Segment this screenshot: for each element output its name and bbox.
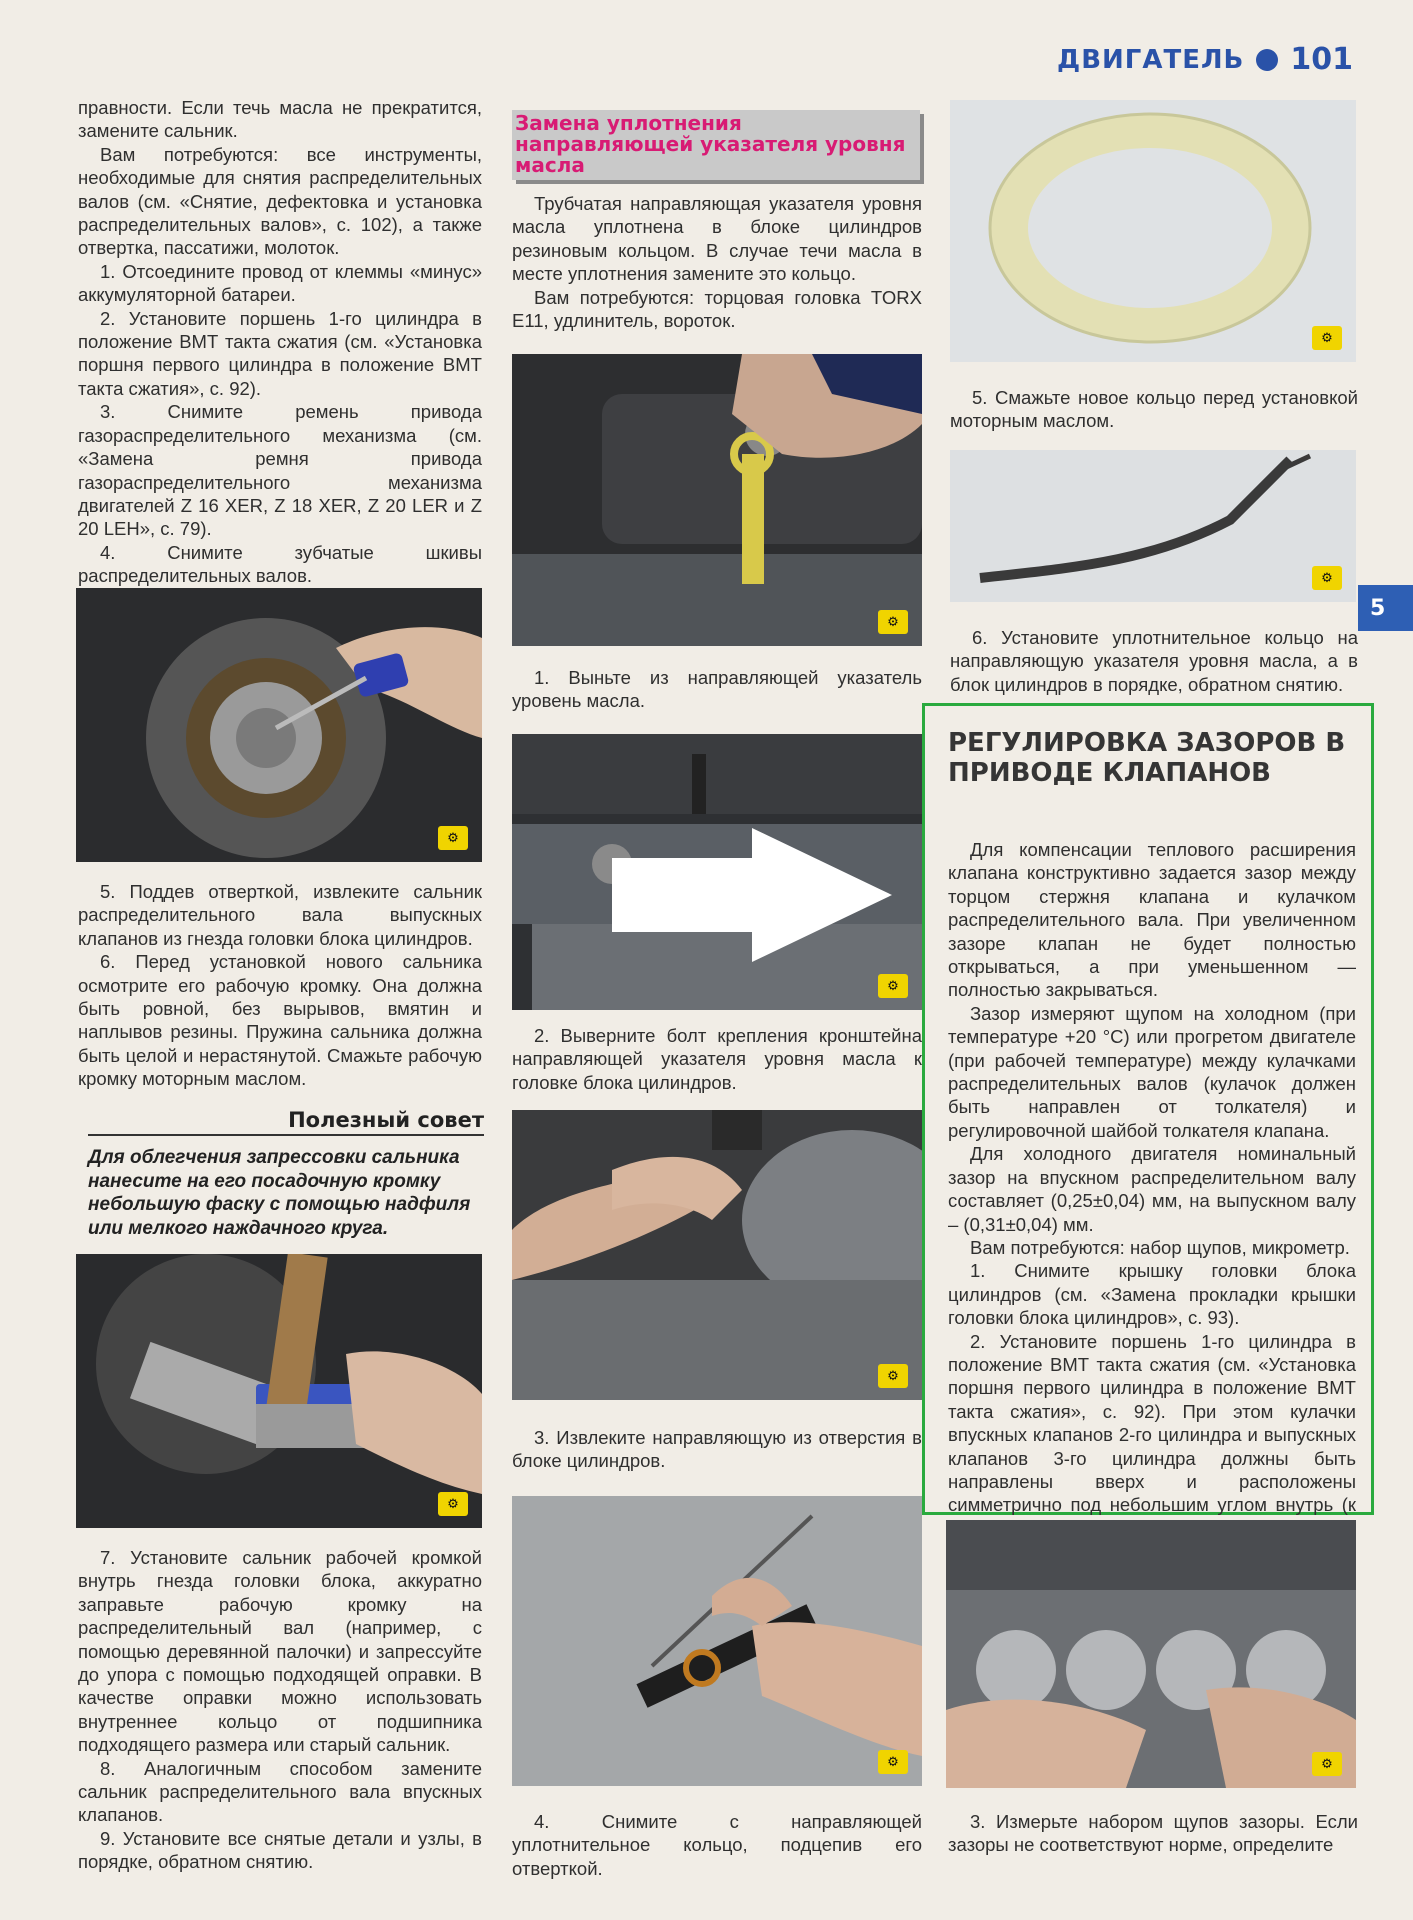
paragraph: Зазор измеряют щупом на холодном (при температуре +20 °С) или прогретом двигателе (при рабочей температуре) между кулачками распределительных валов (кулачок должен быть направлен от толкателя) и регулировочной шайбой толкателя клапана. — [948, 1002, 1356, 1141]
paragraph: 3. Снимите ремень привода газораспределительного механизма (см. «Замена ремня привода газораспределительного механизма двигателей Z 16 XER, Z 18 XER, Z 20 LER и Z 20 LEH», с. 79). — [78, 401, 482, 540]
paragraph: 8. Аналогичным способом замените сальник распределительного вала впускных клапанов. — [78, 1757, 482, 1826]
col1-intro — [78, 96, 482, 588]
paragraph: 1. Снимите крышку головки блока цилиндров (см. «Замена прокладки крышки головки блока цилиндров», с. 93). — [948, 1260, 1356, 1329]
paragraph: 9. Установите все снятые детали и узлы, в порядке, обратном снятию. — [78, 1827, 482, 1873]
col2-intro — [512, 192, 922, 332]
camera-badge-icon: ⚙ — [438, 826, 468, 850]
paragraph: Вам потребуются: все инструменты, необходимые для снятия распределительных валов (см. «Снятие, дефектовка и установка распределительных валов», с. 102), а также отвертка, пассатижи, молоток. — [78, 143, 482, 259]
paragraph: 1. Отсоедините провод от клеммы «минус» аккумуляторной батареи. — [78, 260, 482, 306]
tip-text: Для облегчения запрессовки сальника нанесите на его посадочную кромку небольшую фаску с помощью надфиля или мелкого наждачного круга. — [88, 1147, 471, 1239]
photo-guide-removal — [512, 1110, 922, 1400]
arrow-right-icon — [612, 828, 892, 962]
photo-oring-removal — [512, 1496, 922, 1786]
paragraph: 5. Поддев отверткой, извлеките сальник распределительного вала выпускных клапанов из гнезда головки блока цилиндров. — [78, 881, 482, 949]
caption-3: 3. Извлеките направляющую из отверстия в блоке цилиндров. — [512, 1427, 922, 1472]
chapter-tab: 5 — [1358, 585, 1413, 631]
running-header — [1057, 42, 1353, 77]
paragraph: Для холодного двигателя номинальный зазор на впускном распределительном валу составляет (0,25±0,04) мм, на выпускном валу – (0,31±0,04) мм. — [948, 1143, 1356, 1235]
paragraph: Вам потребуются: набор щупов, микрометр. — [970, 1236, 1350, 1258]
caption-4: 4. Снимите с направляющей уплотнительное кольцо, подцепив его отверткой. — [512, 1811, 922, 1879]
header-dot-icon — [1256, 49, 1278, 71]
subsection-heading: Замена уплотнения направляющей указателя уровня масла — [515, 111, 906, 177]
camera-badge-icon: ⚙ — [878, 1364, 908, 1388]
section-name: ДВИГАТЕЛЬ — [1057, 44, 1245, 75]
col1-after-photo2 — [78, 1546, 482, 1874]
col1-after-photo1 — [78, 880, 482, 1091]
paragraph: 2. Установите поршень 1-го цилиндра в положение ВМТ такта сжатия (см. «Установка поршня первого цилиндра в положение ВМТ такта сжатия», с. 92). При этом кулачки впускных клапанов 2-го цилиндра и выпускных клапанов 3-го цилиндра должны быть направлены вверх и расположены симметрично под небольшим углом внутрь (к — [948, 1330, 1356, 1516]
paragraph: правности. Если течь масла не прекратится, замените сальник. — [78, 97, 482, 142]
section-title: РЕГУЛИРОВКА ЗАЗОРОВ В ПРИВОДЕ КЛАПАНОВ — [948, 728, 1346, 788]
caption-1: 1. Выньте из направляющей указатель уровень масла. — [512, 667, 922, 712]
photo-oring — [950, 100, 1356, 362]
paragraph: 4. Снимите зубчатые шкивы распределительных валов. — [78, 541, 482, 587]
photo-valve-clearance — [946, 1520, 1356, 1788]
subsection-heading-box — [512, 110, 920, 180]
tip-title: Полезный совет — [88, 1108, 484, 1136]
col3-section-body — [948, 838, 1356, 1540]
camera-badge-icon: ⚙ — [1312, 326, 1342, 350]
photo-dipstick — [512, 354, 922, 646]
camera-badge-icon: ⚙ — [438, 1492, 468, 1516]
caption-5: 5. Смажьте новое кольцо перед установкой моторным маслом. — [950, 387, 1358, 432]
page-number: 101 — [1290, 42, 1353, 77]
camera-badge-icon: ⚙ — [878, 1750, 908, 1774]
camera-badge-icon: ⚙ — [1312, 566, 1342, 590]
paragraph: Вам потребуются: торцовая головка TORX E11, удлинитель, вороток. — [512, 286, 922, 332]
paragraph: Для компенсации теплового расширения клапана конструктивно задается зазор между торцом стержня клапана и кулачком распределительного вала. При увеличенном зазоре клапан не будет полностью открываться, а при уменьшенном — полностью закрываться. — [948, 839, 1356, 1001]
caption-6: 6. Установите уплотнительное кольцо на направляющую указателя уровня масла, а в блок цилиндров в порядке, обратном снятию. — [950, 627, 1358, 695]
camera-badge-icon: ⚙ — [878, 974, 908, 998]
camera-badge-icon: ⚙ — [1312, 1752, 1342, 1776]
photo-seal-removal — [76, 588, 482, 862]
paragraph: Трубчатая направляющая указателя уровня масла уплотнена в блоке цилиндров резиновым кольцом. В случае течи масла в месте уплотнения замените это кольцо. — [512, 193, 922, 285]
photo-guide-tube — [950, 450, 1356, 602]
camera-badge-icon: ⚙ — [878, 610, 908, 634]
paragraph: 7. Установите сальник рабочей кромкой внутрь гнезда головки блока, аккуратно заправьте рабочую кромку на распределительный вал (например, с помощью деревянной палочки) и запрессуйте до упора с помощью подходящей оправки. В качестве оправки можно использовать внутреннее кольцо от подшипника подходящего размера или старый сальник. — [78, 1547, 482, 1756]
photo-seal-pressing — [76, 1254, 482, 1528]
paragraph: 6. Перед установкой нового сальника осмотрите его рабочую кромку. Она должна быть ровной, без вырывов, вмятин и наплывов резины. Пружина сальника должна быть целой и нерастянутой. Смажьте рабочую кромку моторным маслом. — [78, 951, 482, 1090]
caption-2: 2. Выверните болт крепления кронштейна направляющей указателя уровня масла к головке блока цилиндров. — [512, 1025, 922, 1093]
paragraph: 2. Установите поршень 1-го цилиндра в положение ВМТ такта сжатия (см. «Установка поршня первого цилиндра в положение ВМТ такта сжатия», с. 92). — [78, 307, 482, 399]
caption-7: 3. Измерьте набором щупов зазоры. Если зазоры не соответствуют норме, определите — [948, 1811, 1358, 1856]
